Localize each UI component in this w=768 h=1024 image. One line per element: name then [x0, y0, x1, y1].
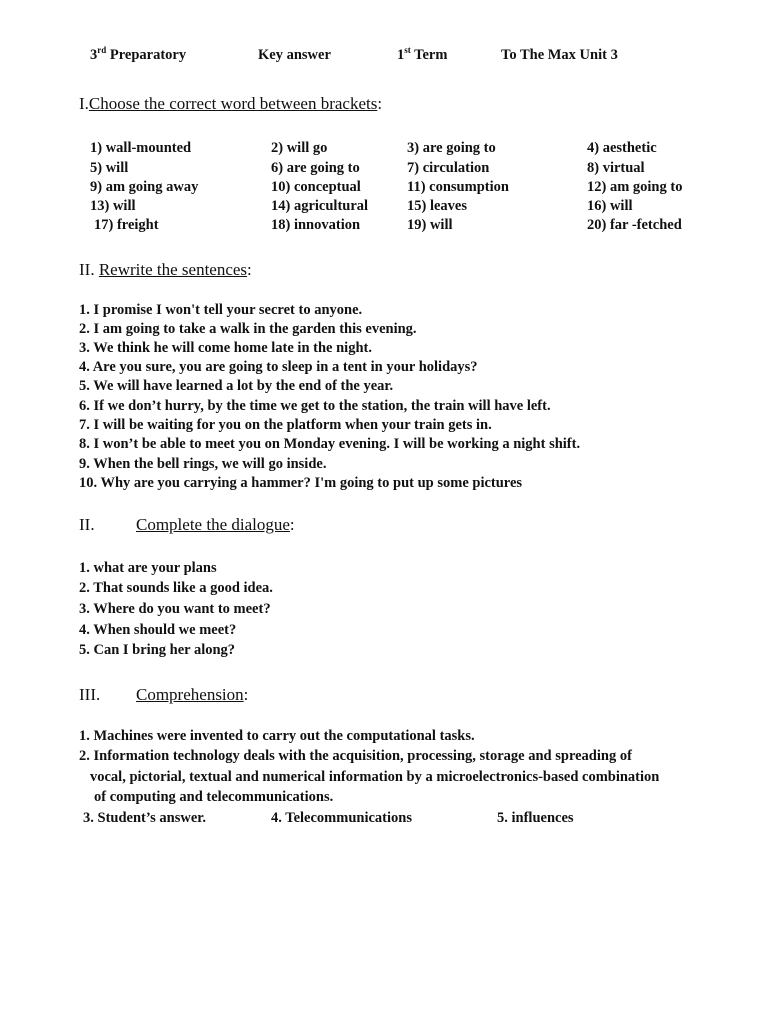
sentence-line: 9. When the bell rings, we will go inside. [79, 456, 327, 472]
sentence-line: 8. I won’t be able to meet you on Monday evening. I will be working a night shift. [79, 436, 581, 452]
answer-item: 13) will [90, 198, 136, 214]
sentence-line: 3. We think he will come home late in the night. [79, 340, 372, 356]
header-grade: 3rd Preparatory [90, 45, 187, 63]
comprehension-answer: 3. Student’s answer. [83, 810, 207, 826]
comprehension-answer: 5. influences [497, 810, 574, 826]
comprehension-line: vocal, pictorial, textual and numerical information by a microelectronics-based combination [90, 769, 660, 785]
answer-item: 20) far -fetched [587, 217, 682, 233]
answer-item: 10) conceptual [271, 179, 361, 195]
sentence-line: 6. If we don’t hurry, by the time we get to the station, the train will have left. [79, 398, 551, 414]
section3-title: Complete the dialogue: [136, 515, 295, 534]
answer-item: 2) will go [271, 140, 328, 156]
comprehension-answer: 4. Telecommunications [271, 810, 412, 826]
dialogue-line: 2. That sounds like a good idea. [79, 580, 273, 596]
section4-heading: III. [79, 685, 101, 704]
answer-item: 16) will [587, 198, 633, 214]
sentence-line: 7. I will be waiting for you on the platform when your train gets in. [79, 417, 492, 433]
section1-heading: I.Choose the correct word between brackets: [79, 94, 383, 113]
header-term: 1st Term [397, 45, 448, 63]
sentence-line: 1. I promise I won't tell your secret to anyone. [79, 302, 363, 318]
answer-item: 17) freight [94, 217, 159, 233]
answer-item: 1) wall-mounted [90, 140, 192, 156]
answer-item: 15) leaves [407, 198, 467, 214]
sentence-line: 10. Why are you carrying a hammer? I'm going to put up some pictures [79, 475, 523, 491]
answer-item: 9) am going away [90, 179, 199, 195]
dialogue-line: 5. Can I bring her along? [79, 642, 236, 658]
dialogue-line: 1. what are your plans [79, 560, 217, 576]
answer-item: 11) consumption [407, 179, 509, 195]
answer-item: 18) innovation [271, 217, 361, 233]
answer-item: 3) are going to [407, 140, 496, 156]
section2-heading: II. Rewrite the sentences: [79, 260, 252, 279]
answer-item: 4) aesthetic [587, 140, 657, 156]
comprehension-line: 2. Information technology deals with the acquisition, processing, storage and spreading of [79, 748, 632, 764]
sentence-line: 5. We will have learned a lot by the end of the year. [79, 378, 394, 394]
answer-item: 14) agricultural [271, 198, 369, 214]
dialogue-line: 3. Where do you want to meet? [79, 601, 271, 617]
answer-item: 7) circulation [407, 160, 490, 176]
section3-heading: II. [79, 515, 95, 534]
answer-item: 5) will [90, 160, 129, 176]
dialogue-line: 4. When should we meet? [79, 622, 237, 638]
header-unit: To The Max Unit 3 [501, 47, 618, 63]
header-key-answer: Key answer [258, 47, 331, 63]
section4-title: Comprehension: [136, 685, 249, 704]
sentence-line: 2. I am going to take a walk in the garden this evening. [79, 321, 417, 337]
comprehension-line: 1. Machines were invented to carry out the computational tasks. [79, 728, 475, 744]
sentence-line: 4. Are you sure, you are going to sleep in a tent in your holidays? [79, 359, 478, 375]
answer-item: 19) will [407, 217, 453, 233]
comprehension-line: of computing and telecommunications. [94, 789, 334, 805]
answer-item: 6) are going to [271, 160, 360, 176]
answer-item: 8) virtual [587, 160, 645, 176]
answer-item: 12) am going to [587, 179, 683, 195]
